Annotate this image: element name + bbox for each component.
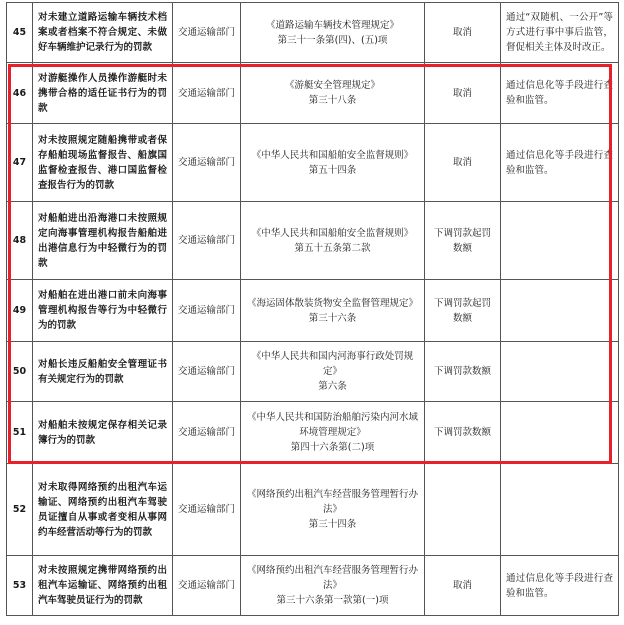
regulation-name: 《中华人民共和国防治船舶污染内河水域环境管理规定》 bbox=[246, 412, 418, 438]
row-number: 46 bbox=[7, 63, 33, 124]
penalty-item: 对船舶进出沿海港口未按照规定向海事管理机构报告船舶进出港信息行为中轻微行为的罚款 bbox=[33, 202, 173, 280]
supervision-note bbox=[501, 342, 619, 402]
adjustment-action: 下调罚款起罚数额 bbox=[425, 280, 501, 342]
supervision-note: 通过信息化等手段进行查验和监管。 bbox=[501, 124, 619, 202]
department: 交通运输部门 bbox=[173, 556, 241, 616]
department: 交通运输部门 bbox=[173, 63, 241, 124]
adjustment-action: 下调罚款起罚数额 bbox=[425, 202, 501, 280]
penalty-item: 对未按照规定携带网络预约出租汽车运输证、网络预约出租汽车驾驶员证行为的罚款 bbox=[33, 556, 173, 616]
department: 交通运输部门 bbox=[173, 3, 241, 63]
legal-basis bbox=[241, 280, 425, 342]
adjustment-action: 取消 bbox=[425, 124, 501, 202]
penalty-item: 对未按照规定随船携带或者保存船舶现场监督报告、船旗国监督检查报告、港口国监督检查报告行为的罚款 bbox=[33, 124, 173, 202]
regulation-article: 第五十五条第二款 bbox=[294, 242, 371, 254]
row-number: 51 bbox=[7, 402, 33, 464]
row-number: 47 bbox=[7, 124, 33, 202]
table-row bbox=[7, 63, 619, 124]
supervision-note: 通过信息化等手段进行查验和监管。 bbox=[501, 556, 619, 616]
adjustment-action: 下调罚款数额 bbox=[425, 402, 501, 464]
supervision-note bbox=[501, 402, 619, 464]
department: 交通运输部门 bbox=[173, 402, 241, 464]
supervision-note: 通过信息化等手段进行查验和监管。 bbox=[501, 63, 619, 124]
legal-basis bbox=[241, 402, 425, 464]
table-row bbox=[7, 124, 619, 202]
penalty-table bbox=[6, 2, 619, 616]
adjustment-action: 取消 bbox=[425, 556, 501, 616]
row-number: 49 bbox=[7, 280, 33, 342]
department: 交通运输部门 bbox=[173, 464, 241, 556]
regulation-article: 第三十四条 bbox=[308, 519, 357, 530]
table-row bbox=[7, 464, 619, 556]
regulation-name: 《中华人民共和国内河海事行政处罚规定》 bbox=[251, 351, 414, 377]
penalty-item: 对船舶未按规定保存相关记录簿行为的罚款 bbox=[33, 402, 173, 464]
department: 交通运输部门 bbox=[173, 280, 241, 342]
adjustment-action: 取消 bbox=[425, 3, 501, 63]
regulation-name: 《中华人民共和国船舶安全监督规则》 bbox=[251, 149, 414, 161]
legal-basis bbox=[241, 342, 425, 402]
table-row bbox=[7, 280, 619, 342]
supervision-note bbox=[501, 464, 619, 556]
regulation-article: 第三十八条 bbox=[308, 95, 357, 106]
penalty-item: 对游艇操作人员操作游艇时未携带合格的适任证书行为的罚款 bbox=[33, 63, 173, 124]
regulation-name: 《道路运输车辆技术管理规定》 bbox=[265, 19, 399, 31]
regulation-article: 第五十四条 bbox=[308, 164, 357, 176]
regulation-article: 第三十六条第一款第(一)项 bbox=[276, 595, 389, 606]
legal-basis bbox=[241, 202, 425, 280]
legal-basis bbox=[241, 63, 425, 124]
regulation-name: 《网络预约出租汽车经营服务管理暂行办法》 bbox=[246, 489, 418, 515]
adjustment-action bbox=[425, 464, 501, 556]
regulation-article: 第六条 bbox=[318, 381, 347, 392]
adjustment-action: 下调罚款数额 bbox=[425, 342, 501, 402]
penalty-item: 对船舶在进出港口前未向海事管理机构报告等行为中轻微行为的罚款 bbox=[33, 280, 173, 342]
supervision-note: 通过“双随机、一公开”等方式进行事中事后监管，督促相关主体及时改正。 bbox=[501, 3, 619, 63]
table-row bbox=[7, 402, 619, 464]
penalty-item: 对未取得网络预约出租汽车运输证、网络预约出租汽车驾驶员证擅自从事或者变相从事网约车经营活动等行为的罚款 bbox=[33, 464, 173, 556]
penalty-item: 对船长违反船舶安全管理证书有关规定行为的罚款 bbox=[33, 342, 173, 402]
row-number: 52 bbox=[7, 464, 33, 556]
penalty-item: 对未建立道路运输车辆技术档案或者档案不符合规定、未做好车辆维护记录行为的罚款 bbox=[33, 3, 173, 63]
regulation-article: 第三十六条 bbox=[308, 312, 357, 324]
table-row bbox=[7, 556, 619, 616]
department: 交通运输部门 bbox=[173, 342, 241, 402]
department: 交通运输部门 bbox=[173, 124, 241, 202]
table-row bbox=[7, 3, 619, 63]
supervision-note bbox=[501, 280, 619, 342]
row-number: 50 bbox=[7, 342, 33, 402]
regulation-name: 《游艇安全管理规定》 bbox=[284, 80, 380, 91]
regulation-name: 《网络预约出租汽车经营服务管理暂行办法》 bbox=[246, 565, 418, 591]
supervision-note bbox=[501, 202, 619, 280]
adjustment-action: 取消 bbox=[425, 63, 501, 124]
table-row bbox=[7, 202, 619, 280]
row-number: 45 bbox=[7, 3, 33, 63]
regulation-name: 《海运固体散装货物安全监督管理规定》 bbox=[246, 297, 418, 309]
regulation-article: 第四十六条第(二)项 bbox=[290, 442, 375, 453]
legal-basis bbox=[241, 124, 425, 202]
regulation-article: 第三十一条第(四)、(五)项 bbox=[277, 34, 388, 46]
row-number: 48 bbox=[7, 202, 33, 280]
row-number: 53 bbox=[7, 556, 33, 616]
legal-basis bbox=[241, 3, 425, 63]
table-row bbox=[7, 342, 619, 402]
department: 交通运输部门 bbox=[173, 202, 241, 280]
legal-basis bbox=[241, 464, 425, 556]
legal-basis bbox=[241, 556, 425, 616]
regulation-name: 《中华人民共和国船舶安全监督规则》 bbox=[251, 227, 414, 239]
